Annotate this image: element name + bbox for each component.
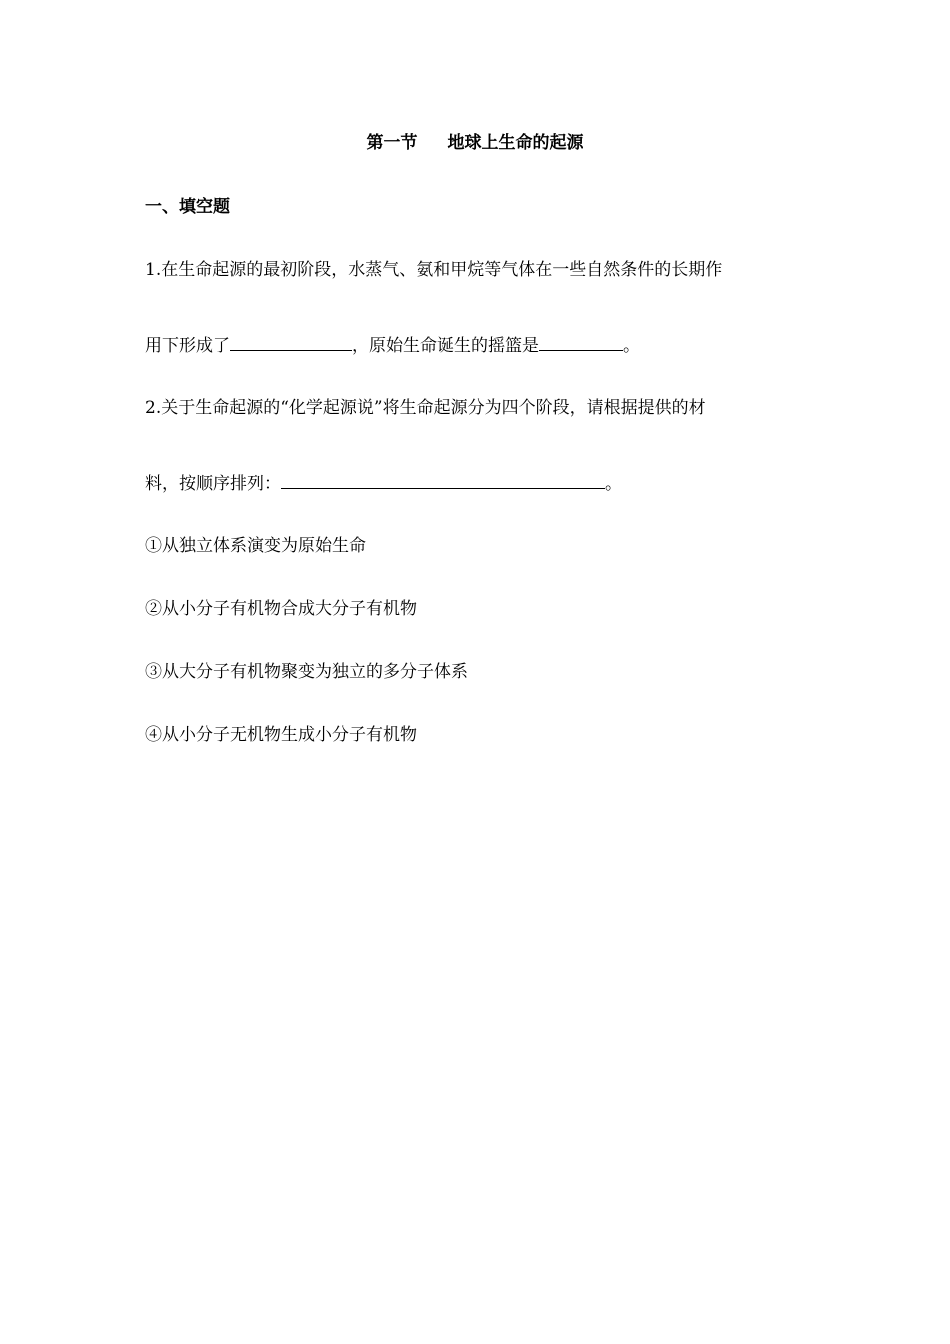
option-1: ①从独立体系演变为原始生命 xyxy=(145,536,366,556)
question-2-text-end: 。 xyxy=(605,474,622,494)
question-1-line-1: 1.在生命起源的最初阶段，水蒸气、氨和甲烷等气体在一些自然条件的长期作 xyxy=(145,260,723,280)
question-2-line-1: 2.关于生命起源的“化学起源说”将生命起源分为四个阶段，请根据提供的材 xyxy=(145,398,706,418)
question-1-line-2 xyxy=(145,332,640,359)
section-name: 地球上生命的起源 xyxy=(447,133,584,153)
question-1-text-before: 用下形成了 xyxy=(145,336,230,356)
part-heading: 一、填空题 xyxy=(145,197,230,217)
option-4: ④从小分子无机物生成小分子有机物 xyxy=(145,725,417,745)
answer-blank-3[interactable] xyxy=(281,470,605,489)
page-title xyxy=(0,130,950,156)
question-2-line-2 xyxy=(145,470,622,497)
question-1-text-middle: ，原始生命诞生的摇篮是 xyxy=(352,336,539,356)
section-number: 第一节 xyxy=(366,133,418,153)
answer-blank-2[interactable] xyxy=(539,332,623,351)
question-2-text-before: 料，按顺序排列： xyxy=(145,474,281,494)
answer-blank-1[interactable] xyxy=(230,332,352,351)
option-3: ③从大分子有机物聚变为独立的多分子体系 xyxy=(145,662,468,682)
question-1-text-end: 。 xyxy=(623,336,640,356)
option-2: ②从小分子有机物合成大分子有机物 xyxy=(145,599,417,619)
